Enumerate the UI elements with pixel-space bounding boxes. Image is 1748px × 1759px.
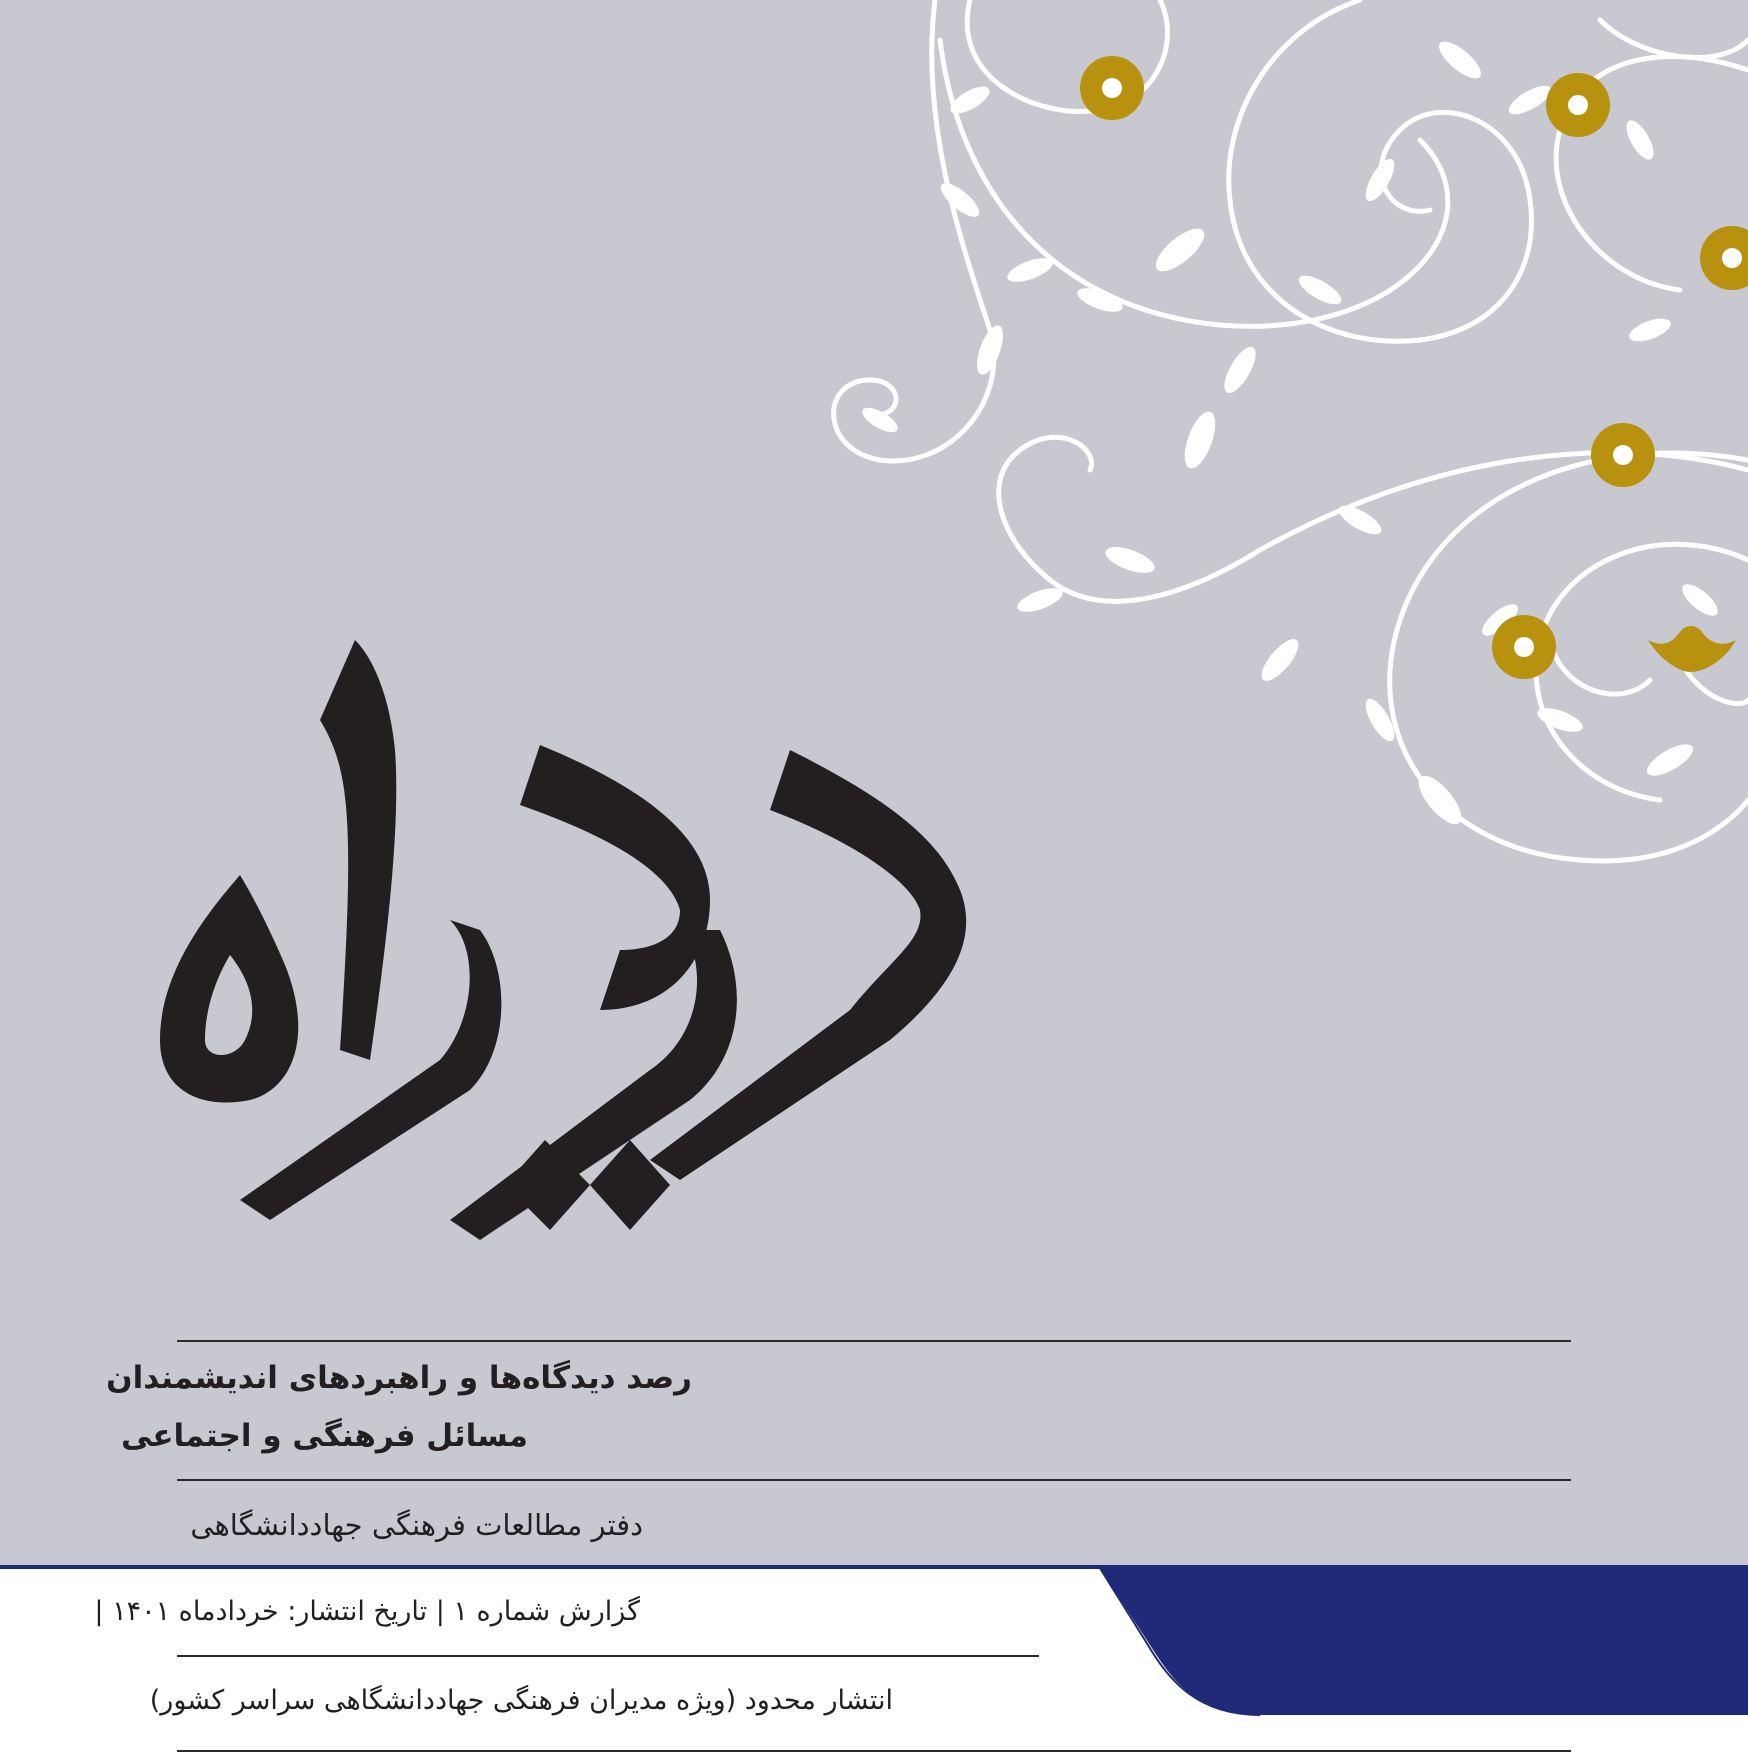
publisher-office: دفتر مطالعات فرهنگی جهاددانشگاهی [190,1508,643,1542]
cover-subtitle-line1: رصد دیدگاه‌ها و راهبردهای اندیشمندان [106,1360,692,1396]
divider-meta-1 [177,1655,1039,1657]
divider-meta-2 [177,1750,1571,1752]
distribution-note: انتشار محدود (ویژه مدیران فرهنگی جهاددانشگاهی سراسر کشور) [149,1685,893,1716]
divider-top [177,1340,1571,1342]
gold-tulip-icon [1648,626,1736,672]
divider-middle [177,1479,1571,1481]
bottom-info-panel [0,1565,1748,1759]
report-number-date: گزارش شماره ۱ | تاریخ انتشار: خردادماه ۱۴۰۱ | [94,1596,640,1627]
logo-calligraphy [150,620,990,1310]
cover-subtitle-line2: مسائل فرهنگی و اجتماعی [120,1418,528,1454]
